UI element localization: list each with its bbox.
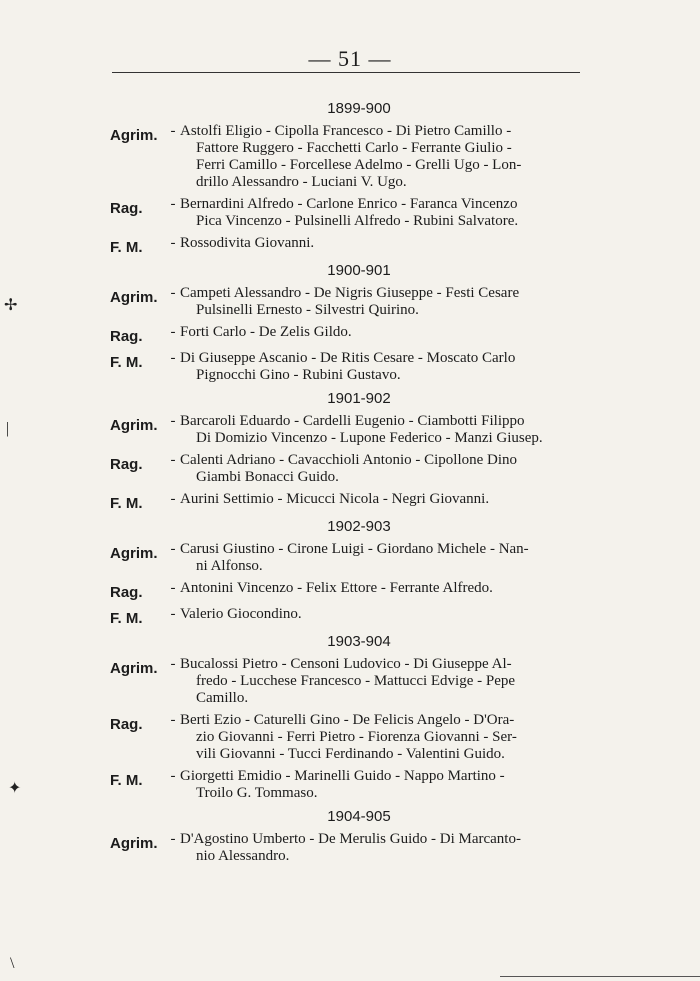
names-line: Barcaroli Eduardo - Cardelli Eugenio - Ciambotti Filippo (180, 413, 525, 429)
year-heading: 1902-903 (327, 518, 391, 535)
names-list (180, 123, 588, 191)
names-line: Camillo. (196, 690, 249, 706)
graduate-entry (110, 491, 588, 512)
names-line: Di Giuseppe Ascanio - De Ritis Cesare - Moscato Carlo (180, 350, 516, 366)
graduate-entry (110, 541, 588, 575)
names-line: Rossodivita Giovanni. (180, 235, 315, 251)
names-list (180, 831, 588, 865)
names-list (180, 656, 588, 707)
category-label: Agrim. (110, 127, 158, 144)
year-section (110, 633, 588, 802)
category-label: Rag. (110, 456, 143, 473)
names-line: Troilo G. Tommaso. (196, 785, 318, 801)
separator-dash: - (170, 768, 176, 784)
year-heading: 1904-905 (327, 808, 391, 825)
graduate-entry (110, 350, 588, 384)
year-section (110, 262, 588, 384)
document-body (110, 100, 588, 871)
separator-dash: - (170, 235, 176, 251)
names-line: Antonini Vincenzo - Felix Ettore - Ferrante Alfredo. (180, 580, 493, 596)
margin-mark: \ (10, 955, 15, 972)
category-label: Agrim. (110, 289, 158, 306)
names-line: Fattore Ruggero - Facchetti Carlo - Ferrante Giulio - (196, 140, 512, 156)
names-line: Calenti Adriano - Cavacchioli Antonio - Cipollone Dino (180, 452, 518, 468)
graduate-entry (110, 324, 588, 345)
category-label: Agrim. (110, 835, 158, 852)
year-section (110, 518, 588, 627)
names-line: fredo - Lucchese Francesco - Mattucci Edvige - Pepe (196, 673, 516, 689)
names-line: zio Giovanni - Ferri Pietro - Fiorenza Giovanni - Ser- (196, 729, 517, 745)
category-label: Rag. (110, 584, 143, 601)
separator-dash: - (170, 580, 176, 596)
names-line: Bernardini Alfredo - Carlone Enrico - Faranca Vincenzo (180, 196, 518, 212)
graduate-entry (110, 712, 588, 763)
category-label: F. M. (110, 495, 143, 512)
names-list (180, 350, 588, 384)
names-list (180, 413, 588, 447)
category-label: Agrim. (110, 660, 158, 677)
names-line: nio Alessandro. (196, 848, 290, 864)
graduate-entry (110, 831, 588, 865)
names-line: Valerio Giocondino. (180, 606, 302, 622)
separator-dash: - (170, 712, 176, 728)
graduate-entry (110, 123, 588, 191)
separator-dash: - (170, 656, 176, 672)
graduate-entry (110, 285, 588, 319)
names-line: Carusi Giustino - Cirone Luigi - Giordano Michele - Nan- (180, 541, 529, 557)
names-line: Giorgetti Emidio - Marinelli Guido - Nappo Martino - (180, 768, 505, 784)
separator-dash: - (170, 196, 176, 212)
names-list (180, 541, 588, 575)
year-section (110, 390, 588, 512)
separator-dash: - (170, 541, 176, 557)
bottom-rule (500, 976, 700, 977)
graduate-entry (110, 196, 588, 230)
graduate-entry (110, 606, 588, 627)
names-line: D'Agostino Umberto - De Merulis Guido - Di Marcanto- (180, 831, 521, 847)
separator-dash: - (170, 606, 176, 622)
names-list (180, 196, 588, 230)
names-list (180, 580, 588, 601)
graduate-entry (110, 580, 588, 601)
separator-dash: - (170, 452, 176, 468)
year-section (110, 808, 588, 865)
margin-mark: ✦ (8, 780, 22, 797)
separator-dash: - (170, 831, 176, 847)
names-line: Pulsinelli Ernesto - Silvestri Quirino. (196, 302, 419, 318)
names-list (180, 452, 588, 486)
year-heading: 1901-902 (327, 390, 391, 407)
margin-mark: ✢ (4, 297, 18, 314)
separator-dash: - (170, 285, 176, 301)
graduate-entry (110, 235, 588, 256)
category-label: F. M. (110, 610, 143, 627)
page-number: — 51 — (308, 46, 392, 71)
year-section (110, 100, 588, 256)
names-line: Campeti Alessandro - De Nigris Giuseppe - Festi Cesare (180, 285, 520, 301)
names-line: Pica Vincenzo - Pulsinelli Alfredo - Rubini Salvatore. (196, 213, 519, 229)
names-line: ni Alfonso. (196, 558, 263, 574)
names-list (180, 712, 588, 763)
graduate-entry (110, 413, 588, 447)
header-rule (112, 72, 580, 73)
names-line: Berti Ezio - Caturelli Gino - De Felicis Angelo - D'Ora- (180, 712, 515, 728)
names-line: Astolfi Eligio - Cipolla Francesco - Di Pietro Camillo - (180, 123, 512, 139)
year-heading: 1899-900 (327, 100, 391, 117)
category-label: Agrim. (110, 417, 158, 434)
category-label: F. M. (110, 772, 143, 789)
graduate-entry (110, 452, 588, 486)
names-list (180, 285, 588, 319)
graduate-entry (110, 656, 588, 707)
category-label: F. M. (110, 239, 143, 256)
names-line: drillo Alessandro - Luciani V. Ugo. (196, 174, 407, 190)
names-line: Di Domizio Vincenzo - Lupone Federico - Manzi Giusep. (196, 430, 543, 446)
names-line: Forti Carlo - De Zelis Gildo. (180, 324, 352, 340)
year-heading: 1900-901 (327, 262, 391, 279)
names-line: Pignocchi Gino - Rubini Gustavo. (196, 367, 401, 383)
names-list (180, 606, 588, 627)
separator-dash: - (170, 123, 176, 139)
names-line: Bucalossi Pietro - Censoni Ludovico - Di Giuseppe Al- (180, 656, 512, 672)
names-line: Aurini Settimio - Micucci Nicola - Negri Giovanni. (180, 491, 490, 507)
separator-dash: - (170, 350, 176, 366)
year-heading: 1903-904 (327, 633, 391, 650)
category-label: Rag. (110, 200, 143, 217)
names-line: Giambi Bonacci Guido. (196, 469, 339, 485)
separator-dash: - (170, 413, 176, 429)
category-label: F. M. (110, 354, 143, 371)
names-line: Ferri Camillo - Forcellese Adelmo - Grelli Ugo - Lon- (196, 157, 522, 173)
names-list (180, 324, 588, 345)
category-label: Rag. (110, 716, 143, 733)
category-label: Agrim. (110, 545, 158, 562)
separator-dash: - (170, 324, 176, 340)
names-list (180, 491, 588, 512)
names-list (180, 235, 588, 256)
names-list (180, 768, 588, 802)
graduate-entry (110, 768, 588, 802)
separator-dash: - (170, 491, 176, 507)
category-label: Rag. (110, 328, 143, 345)
names-line: vili Giovanni - Tucci Ferdinando - Valentini Guido. (196, 746, 505, 762)
margin-mark: | (6, 420, 10, 437)
